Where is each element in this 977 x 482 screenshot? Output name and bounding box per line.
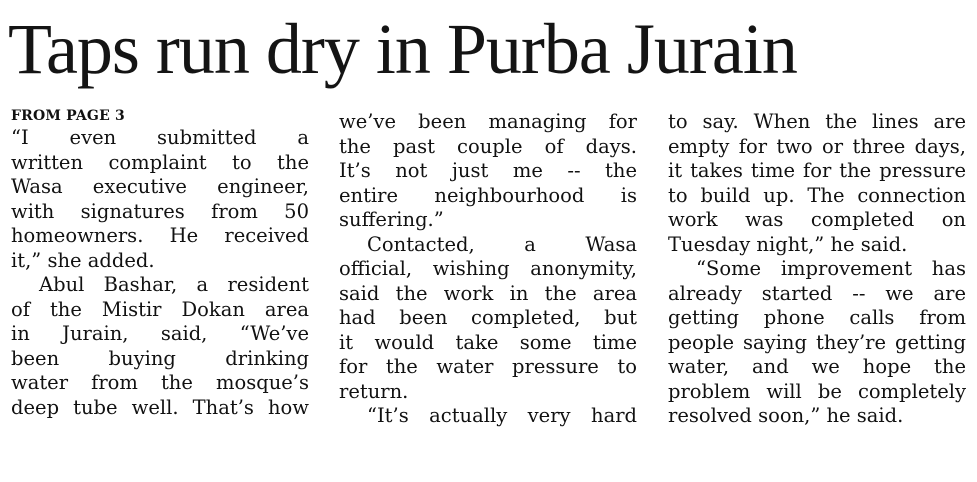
text-line: we’ve been managing for <box>339 110 637 133</box>
text-line: with signatures from 50 <box>11 199 309 223</box>
text-line: empty for two or three days, <box>668 134 966 158</box>
text-line: Contacted, a Wasa <box>367 232 637 256</box>
text-line: work was completed on <box>668 208 966 231</box>
text-line: to say. When the lines are <box>668 110 966 133</box>
text-line: getting phone calls from <box>668 306 966 329</box>
text-line: it,” she added. <box>11 248 155 272</box>
text-line: water, and we hope the <box>668 355 966 378</box>
article-column-3 <box>668 110 966 429</box>
text-line: in Jurain, said, “We’ve <box>11 322 309 345</box>
text-line: already started -- we are <box>668 281 966 305</box>
text-line: homeowners. He received <box>11 224 309 247</box>
text-line: of the Mistir Dokan area <box>11 297 309 321</box>
text-line: it would take some time <box>339 330 637 354</box>
text-line: “I even submitted a <box>11 126 309 149</box>
article-column-2 <box>339 110 637 429</box>
text-line: written complaint to the <box>11 150 309 174</box>
text-line: It’s not just me -- the <box>339 159 637 182</box>
text-line: suffering.” <box>339 208 444 231</box>
text-line: for the water pressure to <box>339 355 637 378</box>
text-line: return. <box>339 379 409 403</box>
text-line: problem will be completely <box>668 379 966 403</box>
text-line: to build up. The connection <box>668 183 966 207</box>
text-line: resolved soon,” he said. <box>668 404 904 427</box>
text-line: it takes time for the pressure <box>668 159 966 182</box>
text-line: had been completed, but <box>339 306 637 329</box>
text-line: deep tube well. That’s how <box>11 395 309 419</box>
text-line: people saying they’re getting <box>668 330 966 354</box>
continuation-kicker: FROM PAGE 3 <box>11 108 125 124</box>
text-line: the past couple of days. <box>339 134 637 158</box>
text-line: official, wishing anonymity, <box>339 257 637 280</box>
article-column-1 <box>11 106 309 420</box>
text-line: “It’s actually very hard <box>367 404 637 427</box>
text-line: water from the mosque’s <box>11 371 309 394</box>
text-line: Wasa executive engineer, <box>11 175 309 198</box>
text-line: entire neighbourhood is <box>339 183 637 207</box>
text-line: said the work in the area <box>339 281 637 305</box>
text-line: “Some improvement has <box>696 257 966 280</box>
text-line: Abul Bashar, a resident <box>39 273 309 296</box>
text-line: Tuesday night,” he said. <box>668 232 908 256</box>
headline: Taps run dry in Purba Jurain <box>8 9 797 89</box>
text-line: been buying drinking <box>11 346 309 370</box>
